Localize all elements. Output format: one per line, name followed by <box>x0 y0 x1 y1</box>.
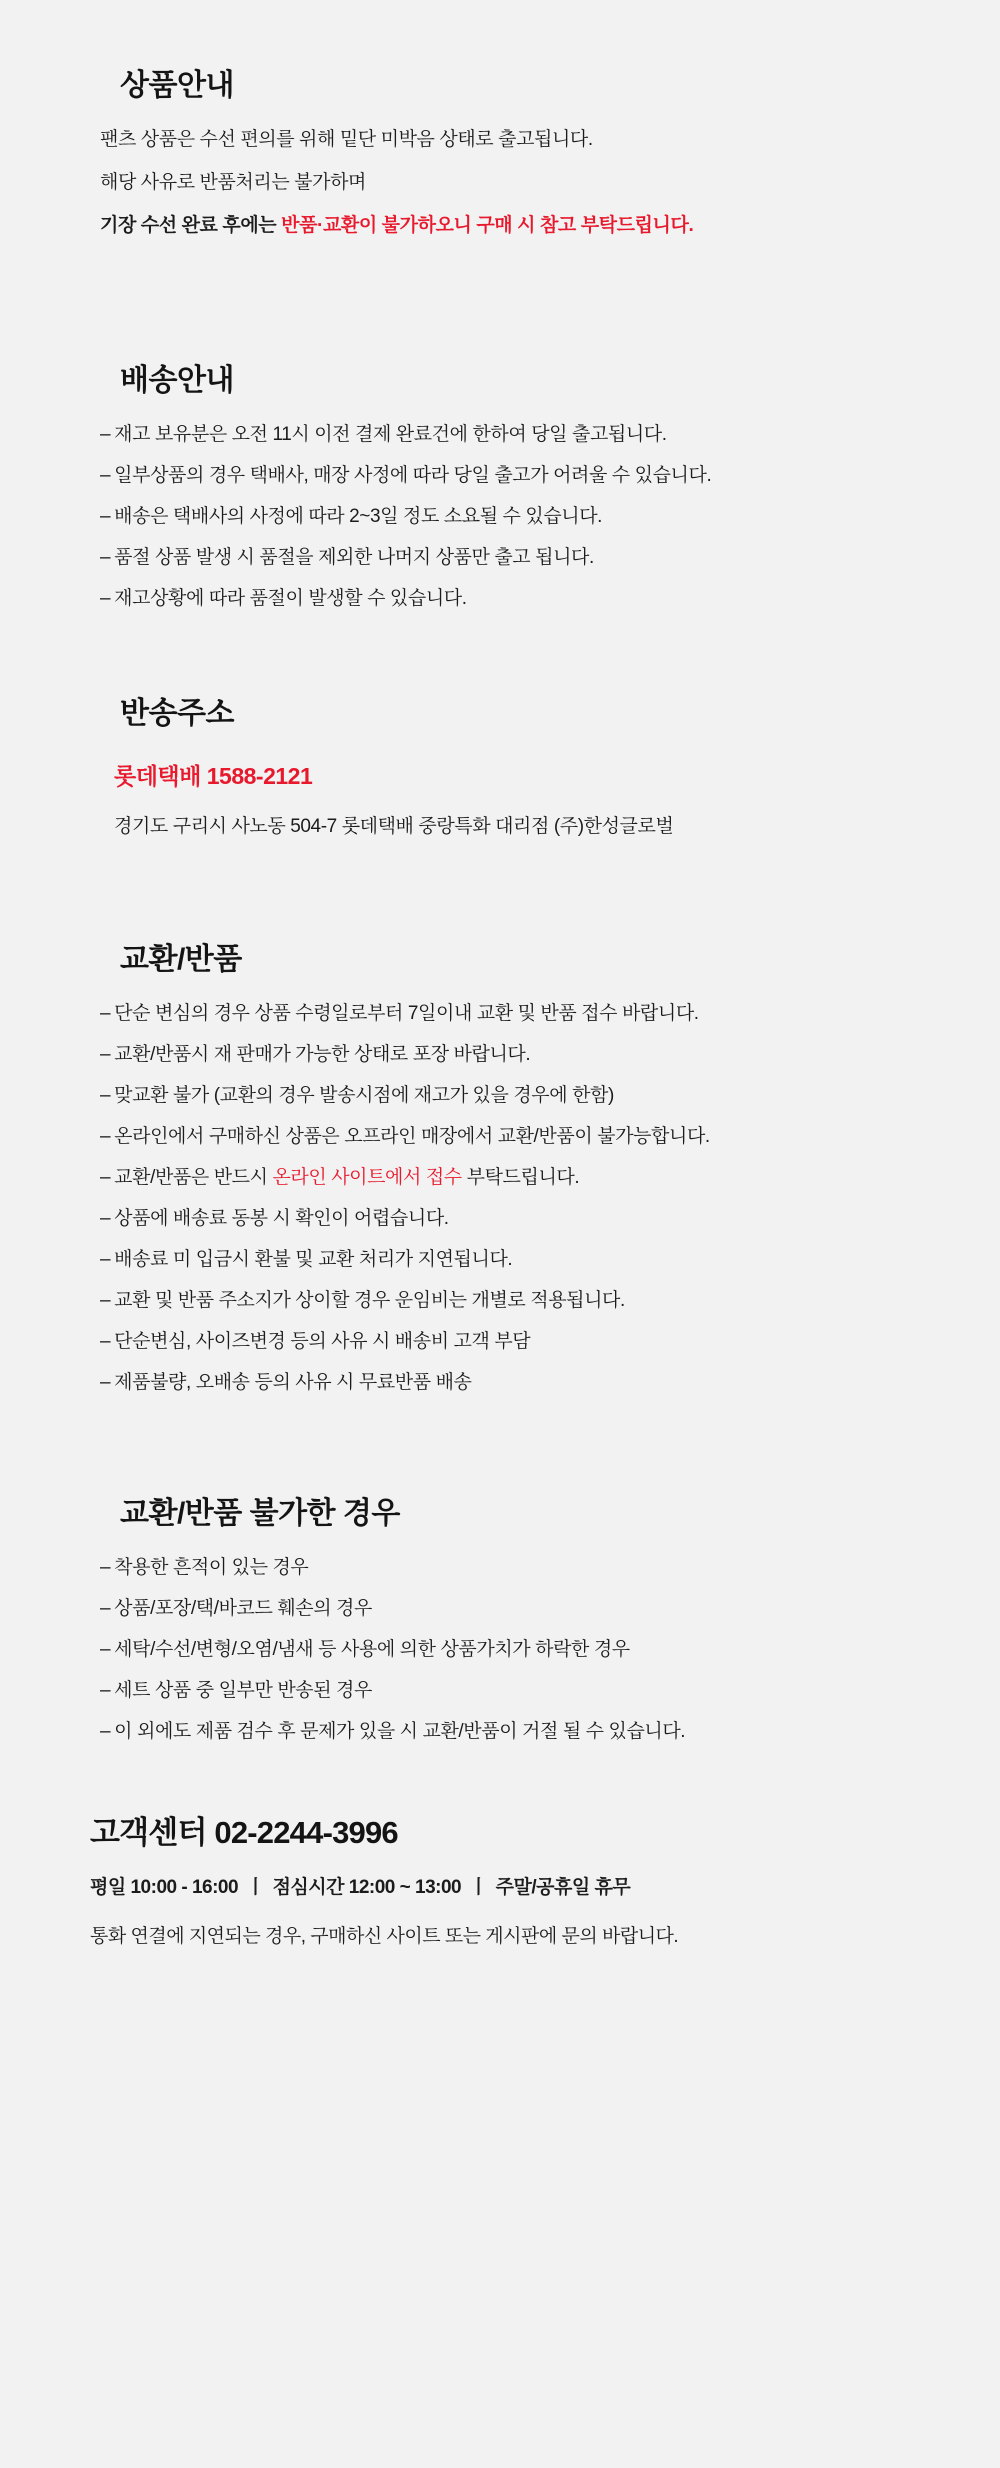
list-item <box>100 1086 940 1105</box>
list-item <box>100 1373 940 1392</box>
dash-marker: – <box>100 1331 111 1352</box>
list-item <box>100 1004 940 1023</box>
exchange-item-prefix: 교환/반품은 반드시 <box>114 1167 273 1188</box>
list-item <box>100 1722 940 1741</box>
spacer-1 <box>0 259 1000 355</box>
section-not-allowed <box>0 1488 1000 1741</box>
dash-marker: – <box>100 1003 111 1024</box>
dash-marker: – <box>100 1680 111 1701</box>
list-item <box>100 1209 940 1228</box>
section-title-product: 상품안내 <box>120 69 234 102</box>
delivery-item-text: 재고 보유분은 오전 11시 이전 결제 완료건에 한하여 당일 출고됩니다. <box>114 424 667 445</box>
not-allowed-item-text: 상품/포장/택/바코드 훼손의 경우 <box>114 1598 372 1619</box>
dash-marker: – <box>100 506 111 527</box>
list-item <box>100 507 940 526</box>
product-guide-lines <box>100 130 940 235</box>
spacer-3 <box>0 838 1000 934</box>
spacer-5 <box>0 1741 1000 1807</box>
list-item <box>100 466 940 485</box>
product-line-highlight <box>100 216 940 235</box>
product-line-2: 해당 사유로 반품처리는 불가하며 <box>100 172 366 193</box>
dash-marker: – <box>100 1085 111 1106</box>
dash-marker: – <box>100 1249 111 1270</box>
product-line-1: 팬츠 상품은 수선 편의를 위해 밑단 미박음 상태로 출고됩니다. <box>100 129 593 150</box>
dash-marker: – <box>100 547 111 568</box>
section-exchange-return <box>0 934 1000 1392</box>
section-title-return-address: 반송주소 <box>120 697 234 730</box>
delivery-lines <box>100 425 940 608</box>
not-allowed-item-text: 세탁/수선/변형/오염/냄새 등 사용에 의한 상품가치가 하락한 경우 <box>114 1639 630 1660</box>
list-item <box>100 548 940 567</box>
list-item <box>100 1332 940 1351</box>
section-customer-center <box>0 1807 1000 1948</box>
not-allowed-item-text: 이 외에도 제품 검수 후 문제가 있을 시 교환/반품이 거절 될 수 있습니다. <box>114 1721 686 1742</box>
exchange-item-text: 맞교환 불가 (교환의 경우 발송시점에 재고가 있을 경우에 한함) <box>114 1085 614 1106</box>
customer-center-note: 통화 연결에 지연되는 경우, 구매하신 사이트 또는 게시판에 문의 바랍니다. <box>90 1926 679 1947</box>
dash-marker: – <box>100 588 111 609</box>
dash-marker: – <box>100 1044 111 1065</box>
exchange-item-red: 온라인 사이트에서 접수 <box>272 1167 462 1188</box>
section-return-address <box>0 688 1000 838</box>
dash-marker: – <box>100 1639 111 1660</box>
dash-marker: – <box>100 1208 111 1229</box>
hours-weekday: 평일 10:00 - 16:00 <box>90 1877 239 1898</box>
hours-lunch: 점심시간 12:00 ~ 13:00 <box>272 1877 462 1898</box>
section-product-guide <box>0 60 1000 235</box>
exchange-item-text: 교환 및 반품 주소지가 상이할 경우 운임비는 개별로 적용됩니다. <box>114 1290 625 1311</box>
list-item <box>100 589 940 608</box>
dash-marker: – <box>100 424 111 445</box>
exchange-item-suffix: 부탁드립니다. <box>461 1167 580 1188</box>
return-address-phone: 롯데택배 1588-2121 <box>114 763 313 789</box>
exchange-item-text: 교환/반품시 재 판매가 가능한 상태로 포장 바랍니다. <box>114 1044 531 1065</box>
hours-weekend: 주말/공휴일 휴무 <box>495 1877 631 1898</box>
section-title-delivery: 배송안내 <box>120 364 234 397</box>
list-item <box>100 1681 940 1700</box>
list-item <box>100 1250 940 1269</box>
product-highlight-prefix: 기장 수선 완료 후에는 <box>100 215 282 236</box>
list-item <box>100 1640 940 1659</box>
section-title-not-allowed: 교환/반품 불가한 경우 <box>120 1497 400 1530</box>
exchange-item-text: 단순변심, 사이즈변경 등의 사유 시 배송비 고객 부담 <box>114 1331 531 1352</box>
exchange-lines <box>100 1004 940 1392</box>
dash-marker: – <box>100 1167 111 1188</box>
not-allowed-item-text: 세트 상품 중 일부만 반송된 경우 <box>114 1680 372 1701</box>
not-allowed-lines <box>100 1558 940 1741</box>
dash-marker: – <box>100 1557 111 1578</box>
dash-marker: – <box>100 1126 111 1147</box>
list-item <box>100 1599 940 1618</box>
section-delivery-guide <box>0 355 1000 608</box>
delivery-item-text: 재고상황에 따라 품절이 발생할 수 있습니다. <box>114 588 467 609</box>
list-item <box>100 1291 940 1310</box>
not-allowed-item-text: 착용한 흔적이 있는 경우 <box>114 1557 309 1578</box>
customer-center-title: 고객센터 02-2244-3996 <box>90 1815 398 1850</box>
list-item-highlight <box>100 1168 940 1187</box>
section-title-exchange: 교환/반품 <box>120 943 242 976</box>
hours-separator-2: 丨 <box>469 1877 488 1898</box>
spacer-2 <box>0 608 1000 688</box>
hours-separator-1: 丨 <box>246 1877 265 1898</box>
exchange-item-text: 제품불량, 오배송 등의 사유 시 무료반품 배송 <box>114 1372 472 1393</box>
exchange-item-text: 온라인에서 구매하신 상품은 오프라인 매장에서 교환/반품이 불가능합니다. <box>114 1126 710 1147</box>
delivery-item-text: 배송은 택배사의 사정에 따라 2~3일 정도 소요될 수 있습니다. <box>114 506 603 527</box>
return-address-text: 경기도 구리시 사노동 504-7 롯데택배 중랑특화 대리점 (주)한성글로벌 <box>114 816 674 837</box>
delivery-item-text: 품절 상품 발생 시 품절을 제외한 나머지 상품만 출고 됩니다. <box>114 547 594 568</box>
list-item <box>100 425 940 444</box>
dash-marker: – <box>100 1372 111 1393</box>
spacer-4 <box>0 1392 1000 1488</box>
return-address-block <box>100 758 940 838</box>
exchange-item-text: 배송료 미 입금시 환불 및 교환 처리가 지연됩니다. <box>114 1249 513 1270</box>
customer-center-hours <box>90 1872 940 1899</box>
delivery-item-text: 일부상품의 경우 택배사, 매장 사정에 따라 당일 출고가 어려울 수 있습니다. <box>114 465 712 486</box>
dash-marker: – <box>100 1598 111 1619</box>
list-item <box>100 1558 940 1577</box>
dash-marker: – <box>100 1721 111 1742</box>
list-item <box>100 1127 940 1146</box>
dash-marker: – <box>100 465 111 486</box>
product-highlight-red: 반품·교환이 불가하오니 구매 시 참고 부탁드립니다. <box>281 215 694 236</box>
dash-marker: – <box>100 1290 111 1311</box>
exchange-item-text: 상품에 배송료 동봉 시 확인이 어렵습니다. <box>114 1208 449 1229</box>
exchange-item-text: 단순 변심의 경우 상품 수령일로부터 7일이내 교환 및 반품 접수 바랍니다. <box>114 1003 699 1024</box>
list-item <box>100 1045 940 1064</box>
